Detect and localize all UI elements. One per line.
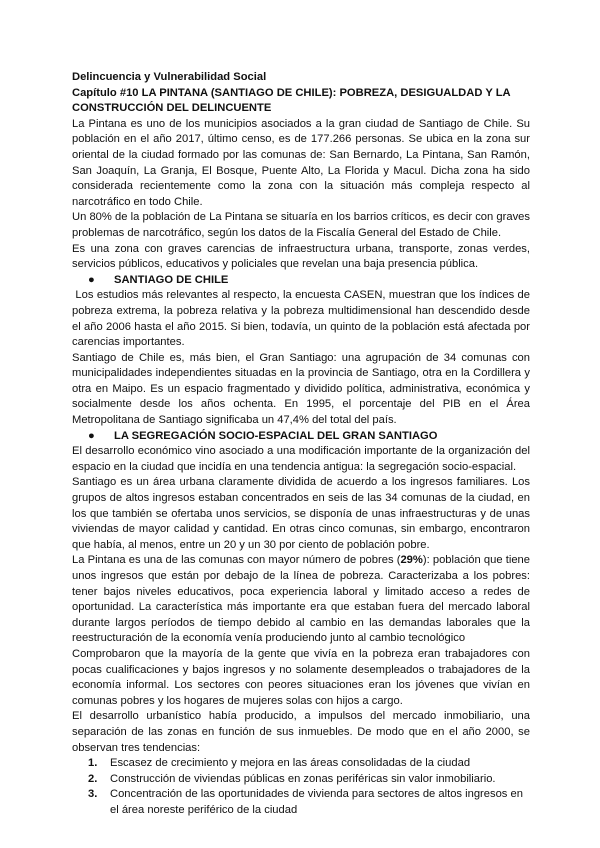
pintana-percentage: 29% bbox=[400, 554, 423, 567]
list-number: 2. bbox=[88, 772, 98, 785]
document-title: Delincuencia y Vulnerabilidad Social bbox=[72, 71, 267, 83]
intro-paragraph: La Pintana es uno de los municipios asociados a la gran ciudad de Santiago de Chile. Su población en el año 2017, último censo, es de 177.266 personas. Se ubica en la zona sur oriental de la ciudad formado por las comunas de: San Bernardo, La Pintana, San Ramón, San Joaquín, La Granja, El Bosque, Puente Alto, La Florida y Macul. Dicha zona ha sido considerada recientemente como la zona con la situación más compleja respecto al narcotráfico en todo Chile. bbox=[72, 117, 530, 208]
bullet-icon: ● bbox=[88, 429, 95, 442]
list-number: 3. bbox=[88, 788, 98, 801]
body-paragraph: El desarrollo urbanístico había producido, a impulsos del mercado inmobiliario, una separación de las zonas en función de sus inmuebles. De modo que en el año 2000, se observan tres tendencias: bbox=[72, 710, 530, 754]
list-item bbox=[72, 772, 530, 788]
list-item bbox=[72, 787, 530, 818]
body-paragraph: Santiago es un área urbana claramente dividida de acuerdo a los ingresos familiares. Los grupos de altos ingresos estaban concentrados en seis de las 34 comunas de la ciudad, en los que también se ofertaba unos servicios, se disponía de unas infraestructuras y de unas viviendas de mayor calidad y cantidad. En otras cinco comunas, sin embargo, encontraron que había, al menos, entre un 20 y un 30 por ciento de población pobre. bbox=[72, 476, 530, 551]
pintana-text-after: ): población que tiene unos ingresos que están por debajo de la línea de pobreza. Caracterizaba a los pobres: tener bajos niveles educativos, poca experiencia laboral y limitado acceso a redes de oportunidad. La característica más importante era que estaban fuera del mercado laboral durante largos períodos de tiempo debido al cambio en las demandas laborales que la reestructuración de la economía venía produciendo junto al cambio tecnológico bbox=[72, 554, 530, 645]
bullet-icon: ● bbox=[88, 273, 95, 286]
chapter-heading: Capítulo #10 LA PINTANA (SANTIAGO DE CHILE): POBREZA, DESIGUALDAD Y LA CONSTRUCCIÓN DEL DELINCUENTE bbox=[72, 86, 511, 115]
list-text: Escasez de crecimiento y mejora en las áreas consolidadas de la ciudad bbox=[110, 757, 471, 770]
intro-paragraph: Es una zona con graves carencias de infraestructura urbana, transporte, zonas verdes, servicios públicos, educativos y policiales que revelan una baja presencia pública. bbox=[72, 242, 530, 271]
trends-list bbox=[72, 756, 530, 818]
body-paragraph: Santiago de Chile es, más bien, el Gran Santiago: una agrupación de 34 comunas con municipalidades independientes situadas en la provincia de Santiago, otra en la Cordillera y otra en Maipo. Es un espacio fragmentado y dividido política, administrativa, económica y socialmente desde los años ochenta. En 1995, el porcentaje del PIB en el Área Metropolitana de Santiago significaba un 47,4% del total del país. bbox=[72, 351, 530, 427]
body-paragraph: Comprobaron que la mayoría de la gente que vivía en la pobreza eran trabajadores con pocas cualificaciones y bajos ingresos y no solamente desempleados o trabajadores de la economía informal. Los sectores con peores situaciones eran los jóvenes que vivían en comunas pobres y los hogares de mujeres solas con hijos a cargo. bbox=[72, 647, 530, 707]
list-text: Concentración de las oportunidades de vivienda para sectores de altos ingresos en el área noreste periférico de la ciudad bbox=[110, 788, 523, 816]
section-heading-text: SANTIAGO DE CHILE bbox=[114, 273, 229, 286]
pintana-paragraph bbox=[72, 553, 530, 647]
list-item bbox=[72, 756, 530, 772]
list-number: 1. bbox=[88, 757, 98, 770]
pintana-text-before: La Pintana es una de las comunas con mayor número de pobres ( bbox=[72, 554, 401, 567]
intro-paragraph: Un 80% de la población de La Pintana se situaría en los barrios críticos, es decir con graves problemas de narcotráfico, según los datos de la Fiscalía General del Estado de Chile. bbox=[72, 211, 530, 239]
body-paragraph: Los estudios más relevantes al respecto, la encuesta CASEN, muestran que los índices de pobreza extrema, la pobreza relativa y la pobreza multidimensional han descendido desde el año 2006 hasta el año 2015. Si bien, todavía, un quinto de la población está afectada por carencias importantes. bbox=[72, 289, 534, 349]
section-heading-segregacion bbox=[72, 429, 530, 445]
section-heading-santiago bbox=[72, 273, 530, 289]
body-paragraph: El desarrollo económico vino asociado a una modificación importante de la organización del espacio en la ciudad que incidía en una tendencia antigua: la segregación socio-espacial. bbox=[72, 445, 530, 473]
list-text: Construcción de viviendas públicas en zonas periféricas sin valor inmobiliario. bbox=[110, 772, 496, 785]
section-heading-text: LA SEGREGACIÓN SOCIO-ESPACIAL DEL GRAN SANTIAGO bbox=[114, 429, 438, 442]
